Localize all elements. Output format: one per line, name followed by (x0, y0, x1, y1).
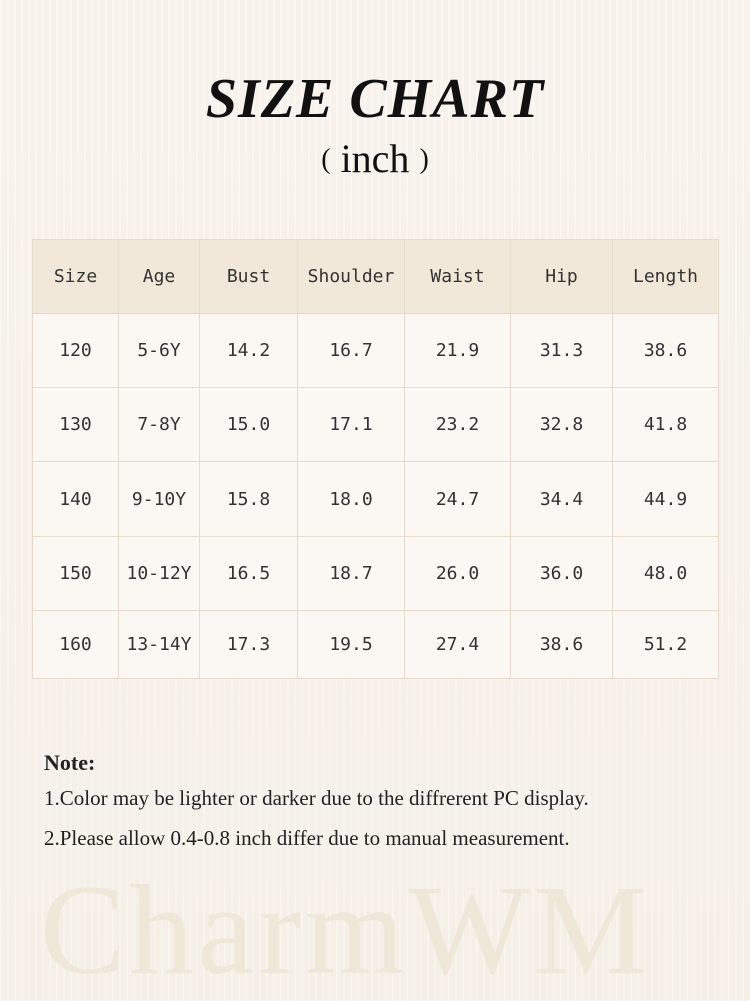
cell-length: 51.2 (613, 610, 719, 678)
cell-shoulder: 16.7 (298, 314, 405, 388)
cell-length: 48.0 (613, 536, 719, 610)
column-header-size: Size (33, 240, 119, 314)
table-header-row (33, 240, 719, 314)
note-heading: Note: (44, 750, 96, 775)
cell-length: 38.6 (613, 314, 719, 388)
column-header-shoulder: Shoulder (298, 240, 405, 314)
brand-watermark: CharmWM (40, 859, 651, 1001)
cell-bust: 16.5 (200, 536, 298, 610)
cell-bust: 14.2 (200, 314, 298, 388)
cell-shoulder: 18.7 (298, 536, 405, 610)
cell-bust: 15.0 (200, 388, 298, 462)
cell-hip: 34.4 (511, 462, 613, 536)
unit-close-paren: ) (419, 144, 429, 175)
cell-hip: 38.6 (511, 610, 613, 678)
cell-age: 13-14Y (119, 610, 200, 678)
cell-size: 160 (33, 610, 119, 678)
cell-size: 130 (33, 388, 119, 462)
cell-waist: 26.0 (405, 536, 511, 610)
unit-text: inch (340, 136, 410, 181)
cell-size: 120 (33, 314, 119, 388)
chart-title: SIZE CHART (205, 68, 545, 130)
cell-waist: 23.2 (405, 388, 511, 462)
cell-size: 150 (33, 536, 119, 610)
unit-open-paren: ( (321, 144, 331, 175)
cell-length: 41.8 (613, 388, 719, 462)
size-table (32, 239, 719, 679)
cell-bust: 17.3 (200, 610, 298, 678)
table-row (33, 462, 719, 536)
cell-age: 5-6Y (119, 314, 200, 388)
note-line-color: 1.Color may be lighter or darker due to the diffrerent PC display. (44, 786, 589, 810)
note-section (44, 748, 589, 858)
cell-hip: 36.0 (511, 536, 613, 610)
cell-age: 10-12Y (119, 536, 200, 610)
table-row (33, 314, 719, 388)
cell-shoulder: 18.0 (298, 462, 405, 536)
table-row (33, 388, 719, 462)
cell-age: 9-10Y (119, 462, 200, 536)
column-header-waist: Waist (405, 240, 511, 314)
cell-waist: 27.4 (405, 610, 511, 678)
cell-size: 140 (33, 462, 119, 536)
cell-shoulder: 19.5 (298, 610, 405, 678)
unit-label (0, 136, 750, 183)
cell-hip: 31.3 (511, 314, 613, 388)
note-line-measurement: 2.Please allow 0.4-0.8 inch differ due to manual measurement. (44, 826, 570, 850)
column-header-bust: Bust (200, 240, 298, 314)
cell-hip: 32.8 (511, 388, 613, 462)
cell-age: 7-8Y (119, 388, 200, 462)
column-header-hip: Hip (511, 240, 613, 314)
cell-shoulder: 17.1 (298, 388, 405, 462)
cell-bust: 15.8 (200, 462, 298, 536)
table-row (33, 610, 719, 678)
cell-waist: 24.7 (405, 462, 511, 536)
cell-waist: 21.9 (405, 314, 511, 388)
column-header-length: Length (613, 240, 719, 314)
column-header-age: Age (119, 240, 200, 314)
cell-length: 44.9 (613, 462, 719, 536)
table-row (33, 536, 719, 610)
